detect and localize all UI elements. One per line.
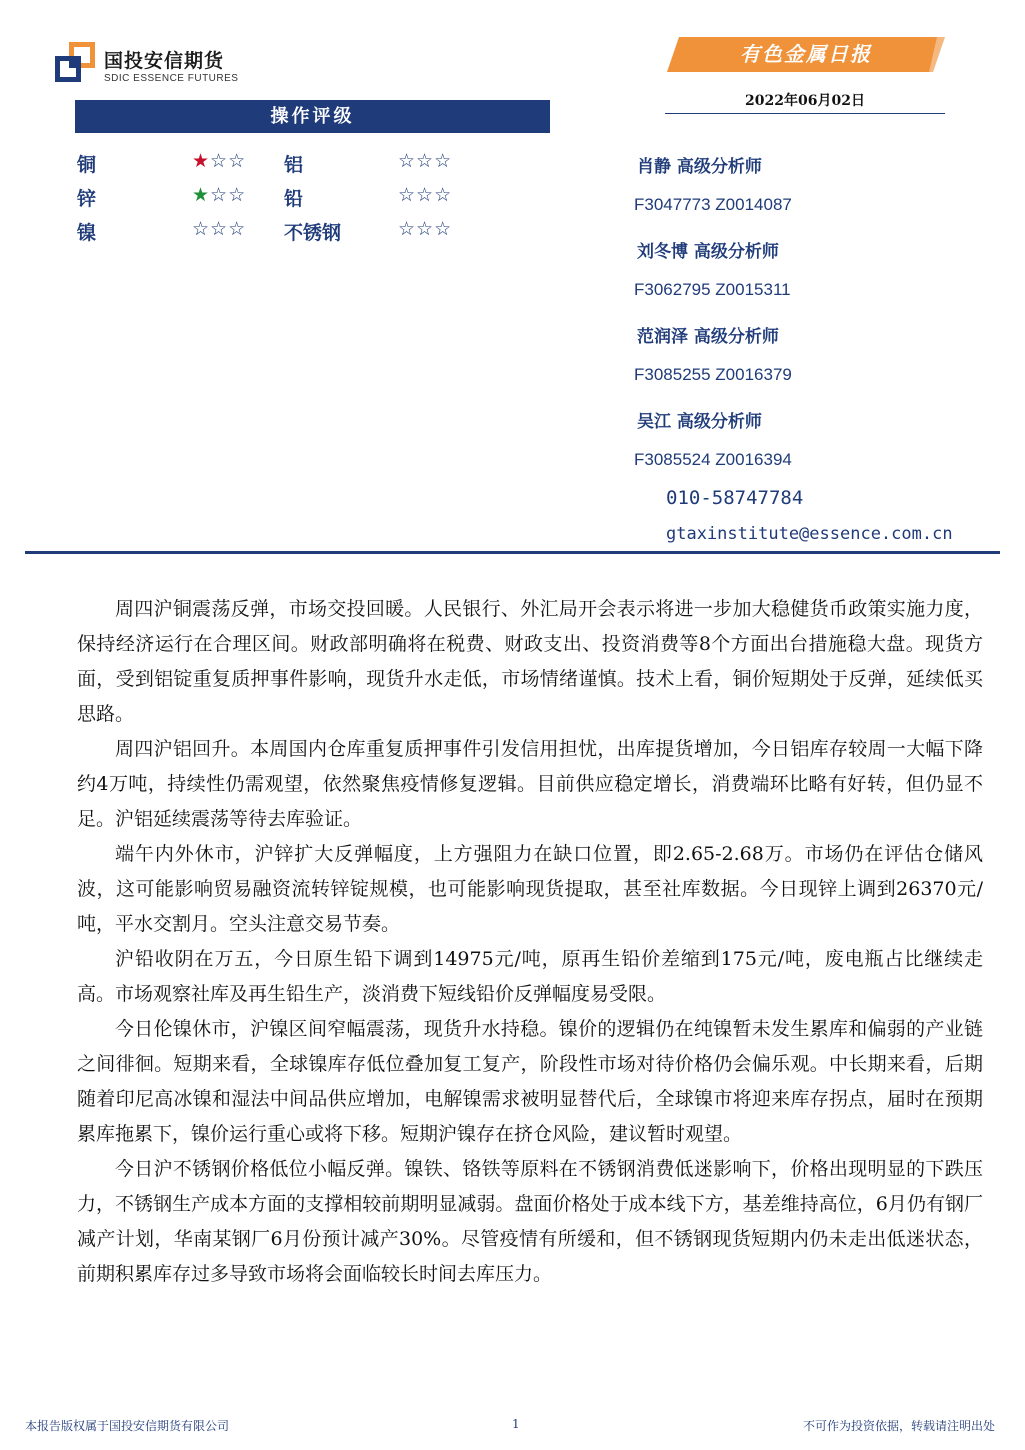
rating-metal-copper: 铜 <box>77 154 97 176</box>
star-filled-icon: ★ <box>192 184 211 206</box>
rating-metal-zinc: 锌 <box>77 188 97 210</box>
rating-stars-nickel: ☆☆☆ <box>192 218 247 240</box>
company-name-en: SDIC ESSENCE FUTURES <box>104 73 239 84</box>
analyst-license: F3085524 Z0016394 <box>634 450 792 469</box>
company-logo-icon <box>55 42 95 82</box>
analyst-license: F3062795 Z0015311 <box>634 280 791 299</box>
paragraph-copper: 周四沪铜震荡反弹，市场交投回暖。人民银行、外汇局开会表示将进一步加大稳健货币政策实施力度，保持经济运行在合理区间。财政部明确将在税费、财政支出、投资消费等8个方面出台措施稳大盘。现货方面，受到铝锭重复质押事件影响，现货升水走低，市场情绪谨慎。技术上看，铜价短期处于反弹，延续低买思路。 <box>77 598 983 725</box>
rating-stars-aluminum: ☆☆☆ <box>398 150 453 172</box>
analyst-license: F3047773 Z0014087 <box>634 195 792 214</box>
footer-page-number: 1 <box>512 1417 520 1431</box>
rating-stars-stainless: ☆☆☆ <box>398 218 453 240</box>
star-filled-icon: ★ <box>192 150 211 172</box>
header-divider <box>25 551 1000 554</box>
paragraph-lead: 沪铅收阴在万五，今日原生铅下调到14975元/吨，原再生铅价差缩到175元/吨，废电瓶占比继续走高。市场观察社库及再生铅生产，淡消费下短线铅价反弹幅度易受限。 <box>77 948 983 1005</box>
analyst-license: F3085255 Z0016379 <box>634 365 792 384</box>
star-empty-icon: ☆☆ <box>210 150 247 172</box>
star-empty-icon: ☆☆ <box>210 184 247 206</box>
analyst-name: 吴江 高级分析师 <box>637 412 762 432</box>
rating-stars-copper <box>192 150 246 172</box>
paragraph-nickel: 今日伦镍休市，沪镍区间窄幅震荡，现货升水持稳。镍价的逻辑仍在纯镍暂未发生累库和偏弱的产业链之间徘徊。短期来看，全球镍库存低位叠加复工复产，阶段性市场对待价格仍会偏乐观。中长期来看，后期随着印尼高冰镍和湿法中间品供应增加，电解镍需求被明显替代后，全球镍市将迎来库存拐点，届时在预期累库拖累下，镍价运行重心或将下移。短期沪镍存在挤仓风险，建议暂时观望。 <box>77 1018 983 1145</box>
rating-metal-nickel: 镍 <box>77 222 97 244</box>
rating-stars-lead: ☆☆☆ <box>398 184 453 206</box>
contact-email[interactable]: gtaxinstitute@essence.com.cn <box>666 524 953 544</box>
rating-title: 操作评级 <box>75 100 550 133</box>
rating-metal-aluminum: 铝 <box>284 154 304 176</box>
rating-stars-zinc <box>192 184 246 206</box>
paragraph-zinc: 端午内外休市，沪锌扩大反弹幅度，上方强阻力在缺口位置，即2.65-2.68万。市场仍在评估仓储风波，这可能影响贸易融资流转锌锭规模，也可能影响现货提取，甚至社库数据。今日现锌上调到26370元/吨，平水交割月。空头注意交易节奏。 <box>77 843 983 935</box>
date-divider <box>665 113 945 114</box>
paragraph-aluminum: 周四沪铝回升。本周国内仓库重复质押事件引发信用担忧，出库提货增加，今日铝库存较周一大幅下降约4万吨，持续性仍需观望，依然聚焦疫情修复逻辑。目前供应稳定增长，消费端环比略有好转，但仍显不足。沪铝延续震荡等待去库验证。 <box>77 738 983 830</box>
footer-disclaimer: 不可作为投资依据，转载请注明出处 <box>802 1419 995 1433</box>
report-type: 有色金属日报 <box>740 42 872 66</box>
report-date: 2022年06月02日 <box>745 93 865 109</box>
report-body <box>77 592 983 1292</box>
analyst-name: 肖静 高级分析师 <box>637 157 762 177</box>
rating-metal-lead: 铅 <box>284 188 304 210</box>
footer-copyright: 本报告版权属于国投安信期货有限公司 <box>25 1419 230 1433</box>
contact-phone: 010-58747784 <box>666 487 804 509</box>
company-name: 国投安信期货 <box>104 50 225 72</box>
rating-metal-stainless: 不锈钢 <box>284 222 342 244</box>
analyst-name: 刘冬博 高级分析师 <box>637 242 779 262</box>
analyst-name: 范润泽 高级分析师 <box>637 327 779 347</box>
paragraph-stainless: 今日沪不锈钢价格低位小幅反弹。镍铁、铬铁等原料在不锈钢消费低迷影响下，价格出现明显的下跌压力，不锈钢生产成本方面的支撑相较前期明显减弱。盘面价格处于成本线下方，基差维持高位，6月仍有钢厂减产计划，华南某钢厂6月份预计减产30%。尽管疫情有所缓和，但不锈钢现货短期内仍未走出低迷状态，前期积累库存过多导致市场将会面临较长时间去库压力。 <box>77 1158 983 1285</box>
